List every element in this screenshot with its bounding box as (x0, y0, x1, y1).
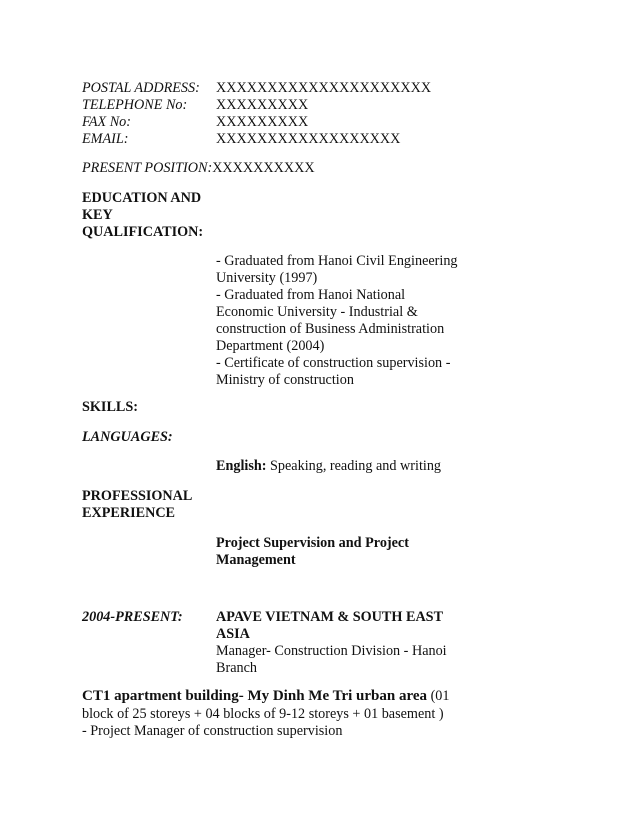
experience-heading-line-2: EXPERIENCE (82, 505, 176, 521)
language-english (216, 458, 441, 475)
fax-label: FAX No: (82, 114, 131, 130)
present-position-value: XXXXXXXXXX (212, 160, 315, 176)
education-line: - Graduated from Hanoi National (216, 287, 406, 303)
postal-address-value: XXXXXXXXXXXXXXXXXXXXX (216, 80, 432, 96)
email-value: XXXXXXXXXXXXXXXXXX (216, 131, 401, 147)
project-title: CT1 apartment building- My Dinh Me Tri urban area (82, 688, 428, 704)
job-company-line-1: APAVE VIETNAM & SOUTH EAST (216, 609, 444, 625)
education-line: Department (2004) (216, 338, 325, 354)
experience-title-line-2: Management (216, 552, 296, 568)
project-line-3: - Project Manager of construction supervision (82, 723, 343, 739)
education-line: Economic University - Industrial & (216, 304, 418, 320)
telephone-value: XXXXXXXXX (216, 97, 309, 113)
postal-address-label: POSTAL ADDRESS: (82, 80, 200, 96)
experience-title-line-1: Project Supervision and Project (216, 535, 409, 551)
education-line: Ministry of construction (216, 372, 354, 388)
present-position-label: PRESENT POSITION: (82, 160, 213, 176)
telephone-label: TELEPHONE No: (82, 97, 188, 113)
experience-heading-line-1: PROFESSIONAL (82, 488, 193, 504)
education-heading-line-2: KEY (82, 207, 113, 223)
email-label: EMAIL: (82, 131, 129, 147)
education-line: - Graduated from Hanoi Civil Engineering (216, 253, 458, 269)
project-line-1 (82, 688, 562, 706)
project-desc-start: (01 (427, 688, 450, 704)
job-role-line-1: Manager- Construction Division - Hanoi (216, 643, 447, 659)
language-english-label: English: (216, 458, 267, 474)
education-heading-line-3: QUALIFICATION: (82, 224, 204, 240)
education-line: construction of Business Administration (216, 321, 445, 337)
languages-heading: LANGUAGES: (82, 429, 173, 445)
job-role-line-2: Branch (216, 660, 257, 676)
project-line-2: block of 25 storeys + 04 blocks of 9-12 storeys + 01 basement ) (82, 705, 444, 722)
education-line: - Certificate of construction supervision - (216, 355, 451, 371)
education-list (216, 253, 476, 389)
fax-value: XXXXXXXXX (216, 114, 309, 130)
present-position (82, 160, 315, 177)
skills-heading: SKILLS: (82, 399, 138, 415)
education-line: University (1997) (216, 270, 318, 286)
language-english-value: Speaking, reading and writing (266, 458, 442, 474)
education-heading-line-1: EDUCATION AND (82, 190, 202, 206)
job-period: 2004-PRESENT: (82, 609, 183, 625)
project-block (82, 688, 562, 741)
job-company-line-2: ASIA (216, 626, 250, 642)
